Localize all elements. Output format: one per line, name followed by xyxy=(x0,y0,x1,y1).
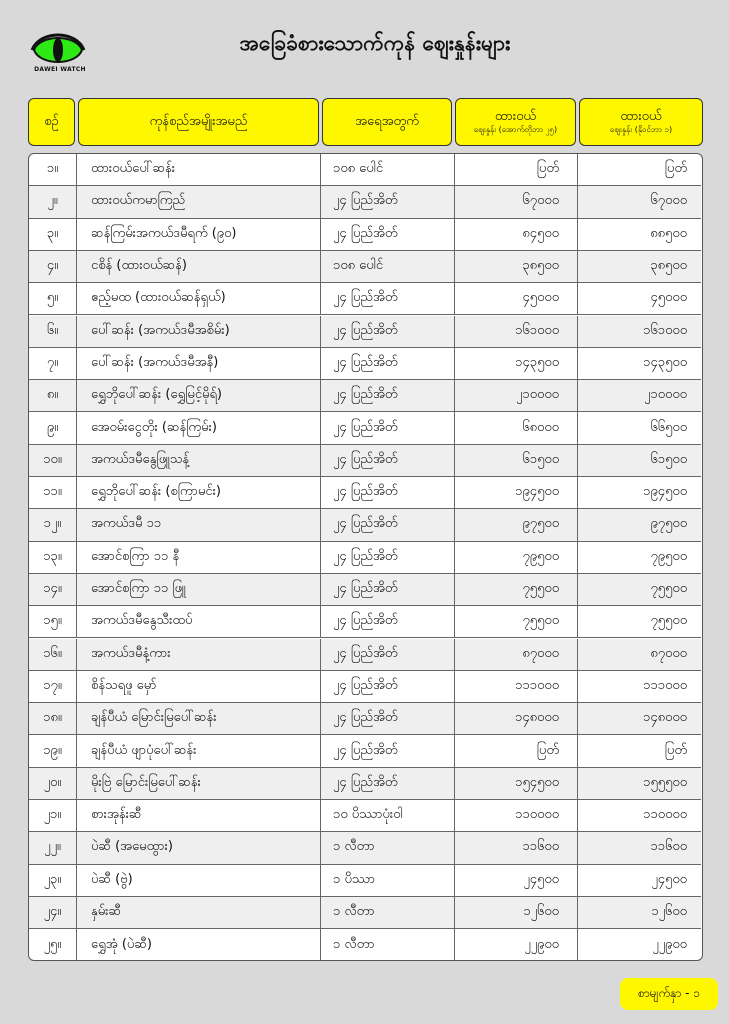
item-unit: ၂၄ ပြည်အိတ် xyxy=(321,606,455,637)
price-oct-25: ၆၈၀၀၀ xyxy=(455,412,578,443)
price-nov-1: ၈၇၀၀၀ xyxy=(650,645,687,661)
table-row xyxy=(29,186,701,218)
item-name: ငစိန် (ထားဝယ်ဆန်) xyxy=(77,251,321,282)
table-row xyxy=(29,219,701,251)
item-unit: ၂၄ ပြည်အိတ် xyxy=(321,509,455,540)
price-oct-25: ၁၁၆၀၀ xyxy=(455,832,578,863)
item-unit: ၁ လီတာ xyxy=(321,929,455,961)
price-nov-1: ၇၅၅၀၀ xyxy=(650,613,687,629)
item-unit: ၁ လီတာ xyxy=(321,897,455,928)
item-unit: ၂၄ ပြည်အိတ် xyxy=(321,445,455,476)
price-nov-1: ၆၁၅၀၀ xyxy=(650,451,687,467)
table-row xyxy=(29,768,701,800)
row-number: ၂၅။ xyxy=(29,929,77,961)
item-name: ရွှေဘိုပေါ်ဆန်း (ရွှေမြင့်မိုရ်) xyxy=(77,380,321,411)
price-nov-1: ၆၇၀၀၀ xyxy=(650,193,687,209)
price-oct-25: ၁၄၈၀၀၀ xyxy=(455,703,578,734)
table-row xyxy=(29,929,701,961)
item-unit: ၂၄ ပြည်အိတ် xyxy=(321,574,455,605)
item-name: အေဝမ်းငွေတိုး (ဆန်ကြမ်း) xyxy=(77,412,321,443)
price-table xyxy=(28,153,703,961)
price-nov-1: ၇၉၅၀၀ xyxy=(650,548,687,564)
header-price-1: ထားဝယ် ဈေးနှုန်း (အောက်တိုဘာ ၂၅) xyxy=(455,98,576,146)
price-oct-25: ၂၁၀၀၀၀ xyxy=(455,380,578,411)
table-row xyxy=(29,509,701,541)
page-number-badge: စာမျက်နှာ - ၁ xyxy=(620,978,718,1010)
price-oct-25: ၈၄၅၀၀ xyxy=(455,219,578,250)
row-number: ၁၃။ xyxy=(29,542,77,573)
table-row xyxy=(29,445,701,477)
row-number: ၇။ xyxy=(29,348,77,379)
item-unit: ၂၄ ပြည်အိတ် xyxy=(321,768,455,799)
item-unit: ၂၄ ပြည်အိတ် xyxy=(321,412,455,443)
row-number: ၂။ xyxy=(29,186,77,217)
header-no: စဉ် xyxy=(28,98,75,146)
row-number: ၃။ xyxy=(29,219,77,250)
item-unit: ၁ ပိဿာ xyxy=(321,865,455,896)
item-unit: ၂၄ ပြည်အိတ် xyxy=(321,219,455,250)
price-nov-1: ၁၆၁၀၀၀ xyxy=(643,322,687,338)
item-name: ပေါ်ဆန်း (အကယ်ဒမီအစိမ်း) xyxy=(77,316,321,347)
table-row xyxy=(29,865,701,897)
row-number: ၉။ xyxy=(29,412,77,443)
row-number: ၁။ xyxy=(29,154,77,185)
price-nov-1: ပြတ် xyxy=(664,161,687,177)
item-unit: ၂၄ ပြည်အိတ် xyxy=(321,380,455,411)
price-oct-25: ၇၉၅၀၀ xyxy=(455,542,578,573)
item-name: ပဲဆီ (အမေထွား) xyxy=(77,832,321,863)
price-oct-25: ၈၇၀၀၀ xyxy=(455,639,578,670)
header-price-2: ထားဝယ် ဈေးနှုန်း (နိုဝင်ဘာ ၁) xyxy=(579,98,703,146)
price-oct-25: ၉၇၅၀၀ xyxy=(455,509,578,540)
item-name: ရွှေအုံ (ပဲဆီ) xyxy=(77,929,321,961)
price-oct-25: ပြတ် xyxy=(455,735,578,766)
row-number: ၆။ xyxy=(29,316,77,347)
item-name: အောင်စကြာ ၁၁ ဖြူ xyxy=(77,574,321,605)
price-oct-25: ၁၂၆၀၀ xyxy=(455,897,578,928)
table-row xyxy=(29,832,701,864)
price-nov-1: ၁၄၈၀၀၀ xyxy=(643,710,687,726)
price-oct-25: ၂၂၉၀၀ xyxy=(455,929,578,961)
price-nov-1: ပြတ် xyxy=(664,742,687,758)
row-number: ၂၁။ xyxy=(29,800,77,831)
row-number: ၅။ xyxy=(29,283,77,314)
item-unit: ၂၄ ပြည်အိတ် xyxy=(321,735,455,766)
table-row xyxy=(29,380,701,412)
table-row xyxy=(29,606,701,638)
item-unit: ၁၀၈ ပေါင် xyxy=(321,154,455,185)
item-unit: ၂၄ ပြည်အိတ် xyxy=(321,671,455,702)
row-number: ၂၄။ xyxy=(29,897,77,928)
row-number: ၁၁။ xyxy=(29,477,77,508)
item-name: ပဲဆီ (ဗွဲ) xyxy=(77,865,321,896)
price-nov-1: ၁၅၅၅၀၀ xyxy=(643,774,687,790)
price-oct-25: ၁၁၁၀၀၀ xyxy=(455,671,578,702)
item-name: ချန်ပီယံ မြောင်းမြပေါ်ဆန်း xyxy=(77,703,321,734)
item-name: ချန်ပီယံ ဖျာပုံပေါ်ဆန်း xyxy=(77,735,321,766)
item-name: စားအုန်းဆီ xyxy=(77,800,321,831)
table-row xyxy=(29,251,701,283)
item-unit: ၂၄ ပြည်အိတ် xyxy=(321,316,455,347)
item-name: အကယ်ဒမီနွေဖြူသန့် xyxy=(77,445,321,476)
table-row xyxy=(29,542,701,574)
item-unit: ၁ လီတာ xyxy=(321,832,455,863)
table-row xyxy=(29,574,701,606)
price-nov-1: ၆၆၅၀၀ xyxy=(650,419,687,435)
table-row xyxy=(29,316,701,348)
row-number: ၁၉။ xyxy=(29,735,77,766)
item-unit: ၂၄ ပြည်အိတ် xyxy=(321,186,455,217)
price-nov-1: ၁၁၁၀၀၀ xyxy=(643,677,687,693)
item-name: ရွှေဘိုပေါ်ဆန်း (စကြာမင်း) xyxy=(77,477,321,508)
logo-text: DAWEI WATCH xyxy=(34,66,86,73)
page-title: အခြေခံစားသောက်ကုန် ဈေးနှုန်းများ xyxy=(239,31,511,55)
price-oct-25: ၁၁၀၀၀၀ xyxy=(455,800,578,831)
price-oct-25: ၁၅၄၅၀၀ xyxy=(455,768,578,799)
price-nov-1: ၁၁၀၀၀၀ xyxy=(643,807,687,823)
item-name: နှမ်းဆီ xyxy=(77,897,321,928)
table-row xyxy=(29,703,701,735)
price-oct-25: ၆၇၀၀၀ xyxy=(455,186,578,217)
row-number: ၂၀။ xyxy=(29,768,77,799)
price-oct-25: ၃၈၅၀၀ xyxy=(455,251,578,282)
row-number: ၁၄။ xyxy=(29,574,77,605)
item-name: အကယ်ဒမီနံ့ကား xyxy=(77,639,321,670)
row-number: ၁၆။ xyxy=(29,639,77,670)
price-nov-1: ၈၈၅၀၀ xyxy=(650,225,687,241)
item-name: အောင်စကြာ ၁၁ နီ xyxy=(77,542,321,573)
header-name: ကုန်စည်အမျိုးအမည် xyxy=(78,98,319,146)
price-nov-1: ၂၄၅၀၀ xyxy=(651,871,687,887)
row-number: ၂၂။ xyxy=(29,832,77,863)
table-row xyxy=(29,283,701,315)
price-nov-1: ၁၂၆၀၀ xyxy=(651,904,687,920)
row-number: ၁၅။ xyxy=(29,606,77,637)
table-row xyxy=(29,348,701,380)
row-number: ၈။ xyxy=(29,380,77,411)
item-name: အကယ်ဒမီနွေသီးထပ် xyxy=(77,606,321,637)
item-name: ပေါ်ဆန်း (အကယ်ဒမီအနီ) xyxy=(77,348,321,379)
table-row xyxy=(29,477,701,509)
price-nov-1: ၁၉၄၅၀၀ xyxy=(643,484,687,500)
price-nov-1: ၃၈၅၀၀ xyxy=(650,258,687,274)
item-name: ဧည့်မထ (ထားဝယ်ဆန်ရှယ်) xyxy=(77,283,321,314)
price-oct-25: ၇၅၅၀၀ xyxy=(455,606,578,637)
item-unit: ၂၄ ပြည်အိတ် xyxy=(321,283,455,314)
price-nov-1: ၂၁၀၀၀၀ xyxy=(644,387,687,403)
item-name: ဆန်ကြမ်းအကယ်ဒမီရက် (၉၀) xyxy=(77,219,321,250)
price-nov-1: ၂၂၉၀၀ xyxy=(652,936,687,952)
item-unit: ၂၄ ပြည်အိတ် xyxy=(321,703,455,734)
table-row xyxy=(29,639,701,671)
table-row xyxy=(29,412,701,444)
item-name: အကယ်ဒမီ ၁၁ xyxy=(77,509,321,540)
price-nov-1: ၁၄၃၅၀၀ xyxy=(643,354,687,370)
price-oct-25: ၁၄၃၅၀၀ xyxy=(455,348,578,379)
item-name: စိန်သရဖူ မှော် xyxy=(77,671,321,702)
price-oct-25: ၂၄၅၀၀ xyxy=(455,865,578,896)
item-name: ထားဝယ်ပေါ်ဆန်း xyxy=(77,154,321,185)
row-number: ၁၇။ xyxy=(29,671,77,702)
price-oct-25: ပြတ် xyxy=(455,154,578,185)
row-number: ၁၂။ xyxy=(29,509,77,540)
price-oct-25: ၁၉၄၅၀၀ xyxy=(455,477,578,508)
item-unit: ၁၀ ပိဿာပုံးဝါ xyxy=(321,800,455,831)
price-oct-25: ၆၁၅၀၀ xyxy=(455,445,578,476)
item-unit: ၂၄ ပြည်အိတ် xyxy=(321,639,455,670)
item-unit: ၁၀၈ ပေါင် xyxy=(321,251,455,282)
price-oct-25: ၁၆၁၀၀၀ xyxy=(455,316,578,347)
price-oct-25: ၄၅၀၀၀ xyxy=(455,283,578,314)
price-nov-1: ၉၇၅၀၀ xyxy=(650,516,687,532)
table-row xyxy=(29,800,701,832)
row-number: ၂၃။ xyxy=(29,865,77,896)
table-row xyxy=(29,897,701,929)
table-row xyxy=(29,154,701,186)
price-nov-1: ၄၅၀၀၀ xyxy=(650,290,687,306)
price-nov-1: ၇၅၅၀၀ xyxy=(650,581,687,597)
price-oct-25: ၇၅၅၀၀ xyxy=(455,574,578,605)
item-unit: ၂၄ ပြည်အိတ် xyxy=(321,477,455,508)
item-name: ထားဝယ်ကမာကြည် xyxy=(77,186,321,217)
price-nov-1: ၁၁၆၀၀ xyxy=(650,839,687,855)
item-unit: ၂၄ ပြည်အိတ် xyxy=(321,348,455,379)
item-name: မိုးဗြဲ မြောင်းမြပေါ်ဆန်း xyxy=(77,768,321,799)
row-number: ၁၈။ xyxy=(29,703,77,734)
table-row xyxy=(29,735,701,767)
row-number: ၄။ xyxy=(29,251,77,282)
item-unit: ၂၄ ပြည်အိတ် xyxy=(321,542,455,573)
row-number: ၁၀။ xyxy=(29,445,77,476)
table-row xyxy=(29,671,701,703)
header-unit: အရေအတွက် xyxy=(322,98,452,146)
